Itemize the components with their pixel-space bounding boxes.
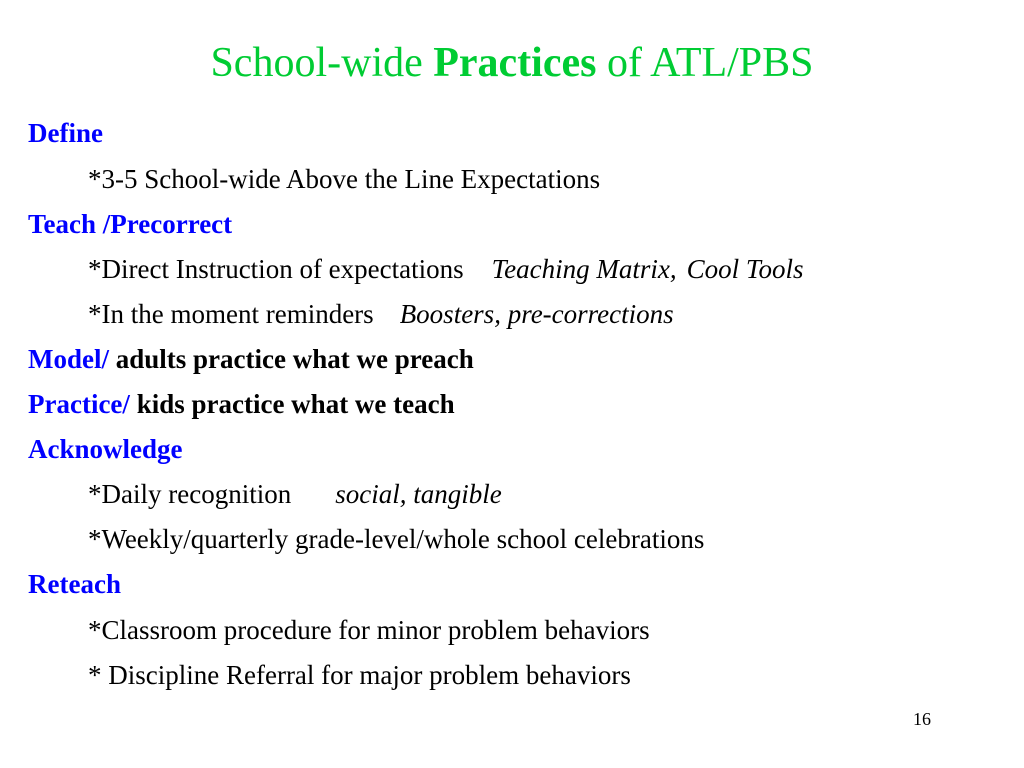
title-part3: of ATL/PBS <box>596 40 814 86</box>
page-number: 16 <box>913 709 931 729</box>
practice-label: Practice/ <box>28 389 130 419</box>
acknowledge-item-daily <box>88 478 502 510</box>
practice-description: kids practice what we teach <box>129 389 455 419</box>
title-emphasis: Practices <box>433 40 597 86</box>
heading-acknowledge: Acknowledge <box>28 434 183 464</box>
reteach-item-referral: * Discipline Referral for major problem behaviors <box>88 660 631 690</box>
teach-item-reminders <box>88 298 674 330</box>
teach-item-direct-instruction <box>88 253 803 285</box>
heading-define: Define <box>28 118 103 148</box>
define-item-expectations: *3-5 School-wide Above the Line Expectations <box>88 164 601 194</box>
heading-teach-precorrect: Teach /Precorrect <box>28 209 233 239</box>
reteach-item-classroom: *Classroom procedure for minor problem behaviors <box>88 615 650 645</box>
heading-model <box>28 343 474 375</box>
heading-practice <box>28 388 455 420</box>
model-label: Model/ <box>28 344 109 374</box>
teach-item-reminders-text: *In the moment reminders <box>88 299 374 329</box>
teach-item-direct-instruction-text: *Direct Instruction of expectations <box>88 254 464 284</box>
acknowledge-item-daily-text: *Daily recognition <box>88 479 292 509</box>
acknowledge-item-weekly: *Weekly/quarterly grade-level/whole school celebrations <box>88 524 705 554</box>
cool-tools-label: Cool Tools <box>686 254 804 284</box>
boosters-label: Boosters, pre-corrections <box>399 299 674 329</box>
social-tangible-label: social, tangible <box>335 479 502 509</box>
model-description: adults practice what we preach <box>109 344 474 374</box>
teaching-matrix-label: Teaching Matrix, <box>491 254 677 284</box>
title-part1: School-wide <box>210 40 434 86</box>
slide-title <box>0 38 1024 88</box>
heading-reteach: Reteach <box>28 569 121 599</box>
